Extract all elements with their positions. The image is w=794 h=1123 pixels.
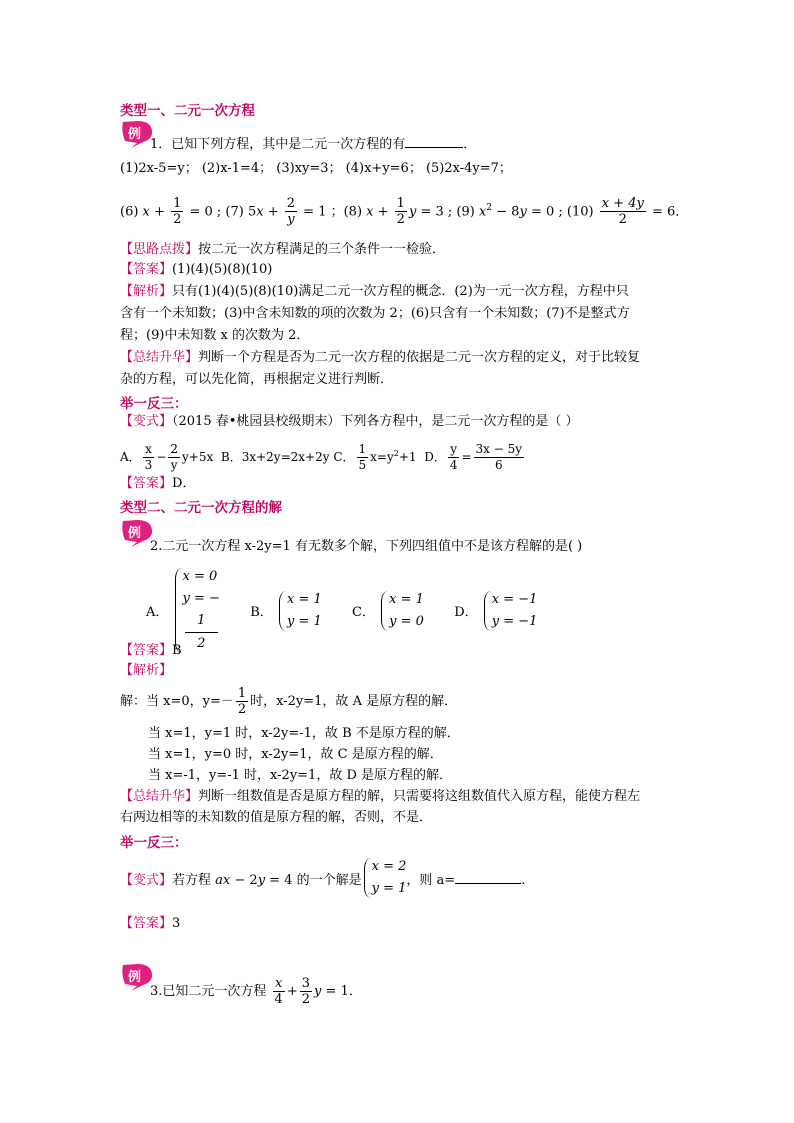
variant-2: 【变式】若方程 ax − 2y = 4 的一个解是 x = 2 y = 1 ，则 a= . — [120, 856, 525, 900]
answer-line-4: 【答案】3 — [120, 916, 181, 931]
svg-text:例: 例 — [128, 970, 142, 985]
solution-c: 当 x=1，y=0 时，x-2y=1，故 C 是原方程的解． — [148, 747, 443, 762]
example-2-question: 2.二元一次方程 x-2y=1 有无数多个解，下列四组值中不是该方程解的是( ) — [150, 539, 583, 554]
example-3-question: 3.已知二元一次方程 $\frac{x}{4}$ + $\frac{3}{2}$ y = 1． — [150, 976, 362, 1007]
drill-heading-1: 举一反三： — [120, 396, 188, 412]
hint-line: 【思路点拨】按二元一次方程满足的三个条件一一检验． — [120, 242, 446, 257]
analysis-line-2: 含有一个未知数；(3)中含未知数的项的次数为 2；(6)只含有一个未知数；(7)不是整式方 — [120, 306, 630, 321]
analysis-label-2: 【解析】 — [120, 663, 173, 678]
example-1-row2: (6) x + $\frac{1}{2}$ = 0 ; (7) 5x + $\frac{2}{y}$ = 1 ；(8) x + $\frac{1}{2}$ y = 3 ; (9) $x^2 - 8y = 0$ ; (10) $\frac{x + 4y}{2}$ = 6． — [120, 196, 689, 228]
summary-2-line-1: 【总结升华】判断一组数值是否是原方程的解，只需要将这组数值代入原方程，能使方程左 — [120, 789, 641, 804]
svg-text:例: 例 — [128, 127, 142, 142]
example-1-question: 1．已知下列方程，其中是二元一次方程的有 ． — [150, 137, 477, 152]
example-1-text: 1．已知下列方程，其中是二元一次方程的有 — [150, 137, 406, 152]
option-d-system: x = −1 y = −1 — [482, 589, 538, 633]
summary-line-1: 【总结升华】判断一个方程是否为二元一次方程的依据是二元一次方程的定义，对于比较复 — [120, 350, 641, 365]
answer-blank — [455, 871, 521, 884]
answer-blank — [405, 135, 463, 148]
analysis-line-1: 【解析】只有(1)(4)(5)(8)(10)满足二元一次方程的概念．(2)为一元一次方程，方程中只 — [120, 284, 629, 299]
solution-a: 解：当 x=0，y=－ $\frac{1}{2}$ 时，x-2y=1，故 A 是原方程的解． — [120, 686, 458, 717]
example-1-row1: (1)2x-5=y； (2)x-1=4； (3)xy=3； (4)x+y=6； (5)2x-4y=7； — [120, 161, 512, 176]
summary-2-line-2: 右两边相等的未知数的值是原方程的解，否则，不是． — [120, 810, 433, 825]
answer-line-1: 【答案】(1)(4)(5)(8)(10) — [120, 262, 273, 277]
option-a-system: x = 0 y = − 1 2 — [173, 566, 220, 655]
example-2-options: A． x = 0 y = − 1 2 B． x = 1 y = 1 C． x = 1 y = 0 D． x = −1 y = −1 — [146, 566, 537, 655]
solution-b: 当 x=1，y=1 时，x-2y=-1，故 B 不是原方程的解． — [148, 726, 460, 741]
solution-d: 当 x=-1，y=-1 时，x-2y=1，故 D 是原方程的解． — [148, 768, 453, 783]
section-title-2: 类型二、二元一次方程的解 — [120, 500, 282, 516]
variant-1: 【变式】（2015 春•桃园县校级期末）下列各方程中，是二元一次方程的是（ ） — [120, 414, 579, 429]
answer-line-3: 【答案】B — [120, 643, 182, 658]
option-c-system: x = 1 y = 0 — [379, 589, 424, 633]
summary-line-2: 杂的方程，可以先化简，再根据定义进行判断． — [120, 372, 394, 387]
variant-1-options: A． $\frac{x}{3}$ − $\frac{2}{y}$ y+5x B．3x+2y=2x+2y C． $\frac{1}{5}$ $x=y^2+1$ D． $\frac{y}{4}$ = $\frac{3x - 5y}{6}$ — [120, 442, 523, 472]
drill-heading-2: 举一反三： — [120, 835, 188, 851]
analysis-line-3: 程；(9)中未知数 x 的次数为 2． — [120, 328, 310, 343]
option-b-system: x = 1 y = 1 — [277, 589, 322, 633]
svg-text:例: 例 — [128, 526, 142, 541]
answer-line-2: 【答案】D． — [120, 476, 196, 491]
section-title-1: 类型一、二元一次方程 — [120, 103, 255, 119]
